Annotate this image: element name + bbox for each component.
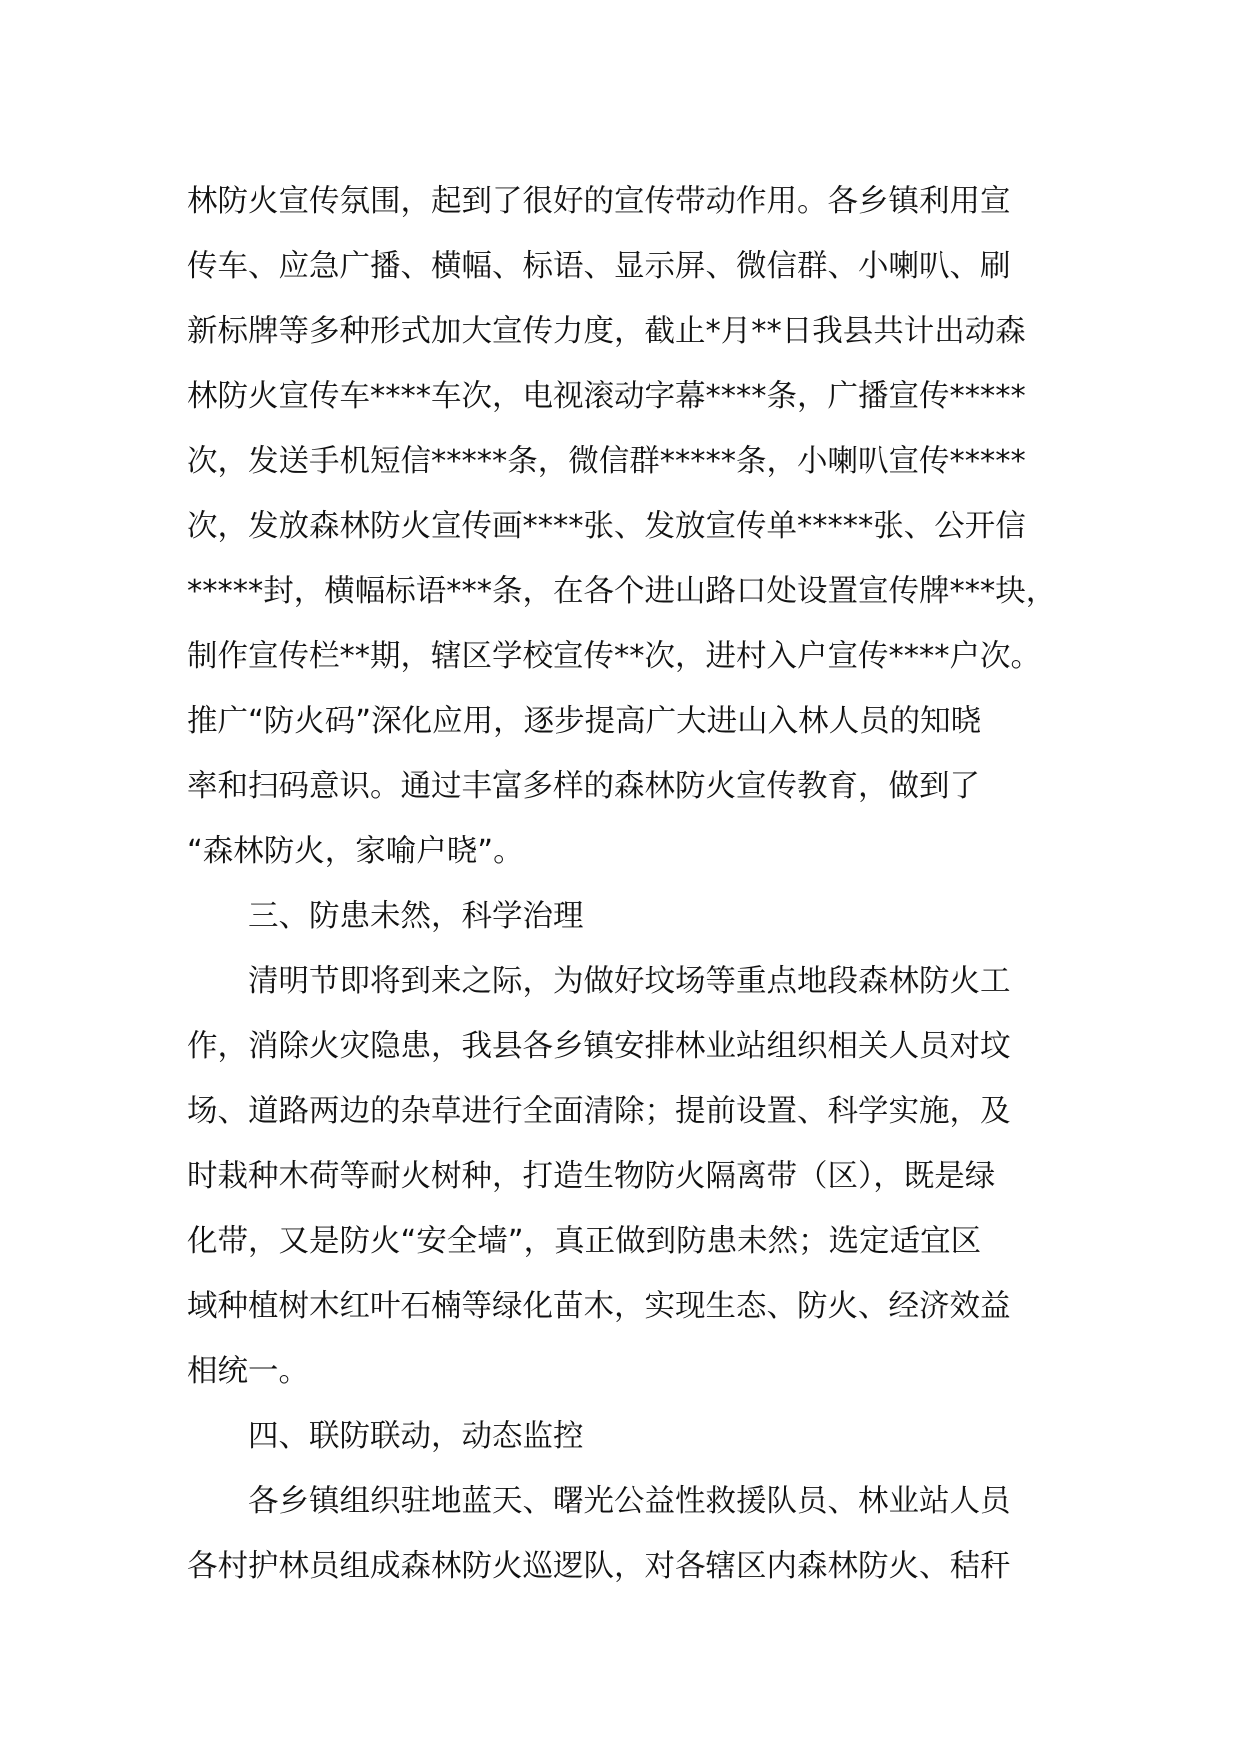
text-line: 域种植树木红叶石楠等绿化苗木，实现生态、防火、经济效益 — [187, 1289, 1011, 1324]
text-line: 时栽种木荷等耐火树种，打造生物防火隔离带（区），既是绿 — [187, 1159, 996, 1194]
text-line: 次，发放森林防火宣传画****张、发放宣传单*****张、公开信 — [187, 509, 1026, 544]
section-heading: 四、联防联动，动态监控 — [248, 1419, 584, 1454]
text-line: 相统一。 — [187, 1354, 309, 1389]
text-line: 推广“防火码”深化应用，逐步提高广大进山入林人员的知晓 — [187, 704, 982, 739]
text-line: 制作宣传栏**期，辖区学校宣传**次，进村入户宣传****户次。 — [187, 639, 1041, 674]
text-line: *****封，横幅标语***条，在各个进山路口处设置宣传牌***块， — [187, 574, 1057, 609]
text-line: 化带，又是防火“安全墙”，真正做到防患未然；选定适宜区 — [187, 1224, 982, 1259]
text-line: 林防火宣传车****车次，电视滚动字幕****条，广播宣传***** — [187, 379, 1026, 414]
text-line: 作，消除火灾隐患，我县各乡镇安排林业站组织相关人员对坟 — [187, 1029, 1011, 1064]
text-line: 场、道路两边的杂草进行全面清除；提前设置、科学实施，及 — [187, 1094, 1011, 1129]
text-line: 林防火宣传氛围，起到了很好的宣传带动作用。各乡镇利用宣 — [187, 184, 1011, 219]
text-line: 次，发送手机短信*****条，微信群*****条，小喇叭宣传***** — [187, 444, 1026, 479]
body-text — [187, 169, 1087, 1599]
text-line: 清明节即将到来之际，为做好坟场等重点地段森林防火工 — [248, 964, 1011, 999]
text-line: “森林防火，家喻户晓”。 — [187, 834, 524, 869]
text-line: 各村护林员组成森林防火巡逻队，对各辖区内森林防火、秸秆 — [187, 1549, 1011, 1584]
text-line: 率和扫码意识。通过丰富多样的森林防火宣传教育，做到了 — [187, 769, 980, 804]
section-heading: 三、防患未然，科学治理 — [248, 899, 584, 934]
text-line: 传车、应急广播、横幅、标语、显示屏、微信群、小喇叭、刷 — [187, 249, 1011, 284]
text-line: 新标牌等多种形式加大宣传力度，截止*月**日我县共计出动森 — [187, 314, 1026, 349]
text-line: 各乡镇组织驻地蓝天、曙光公益性救援队员、林业站人员 — [248, 1484, 1011, 1519]
